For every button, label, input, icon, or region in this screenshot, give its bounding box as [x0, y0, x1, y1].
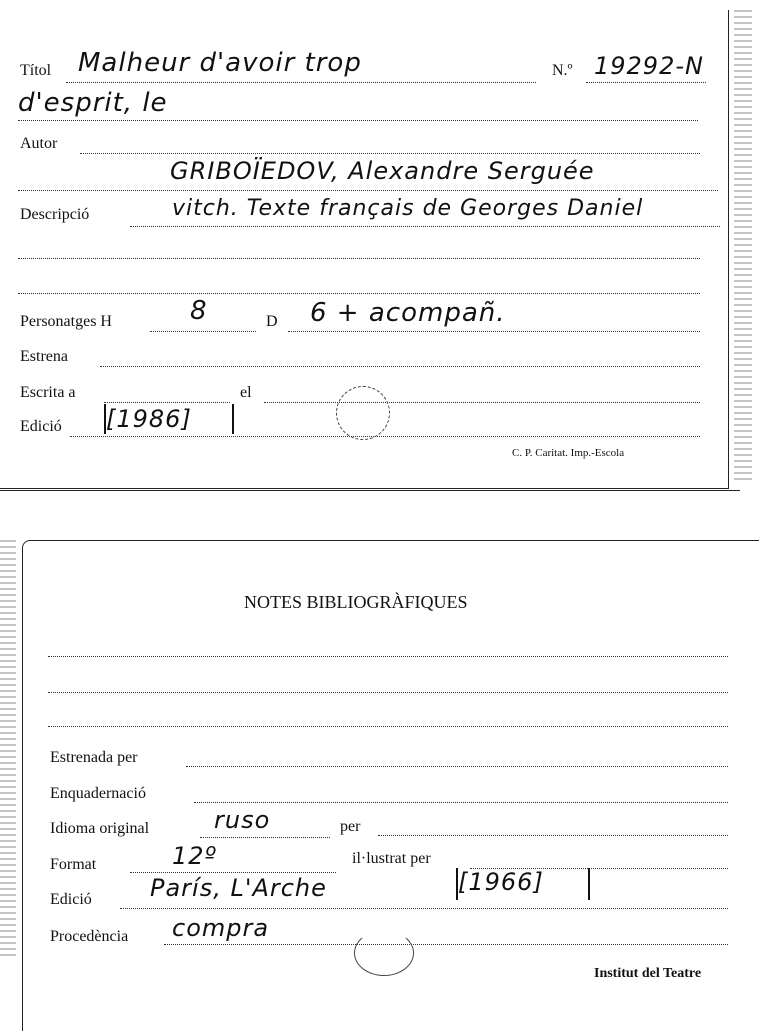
author-value: GRIBOÏEDOV, Alexandre Serguée — [170, 157, 595, 185]
notes-line-2 — [48, 692, 728, 693]
binding-label: Enquadernació — [50, 785, 146, 802]
written-on-label: el — [240, 384, 252, 401]
edition-value: [1986] — [106, 405, 192, 433]
description-label: Descripció — [20, 206, 90, 223]
premiered-by-label: Estrenada per — [50, 749, 138, 766]
edition-label: Edició — [20, 418, 62, 435]
edition-back-label: Edició — [50, 891, 92, 908]
title-value-line2: d'esprit, le — [18, 88, 168, 118]
provenance-label: Procedència — [50, 928, 129, 945]
description-line-3 — [18, 293, 700, 294]
characters-male-line — [150, 331, 256, 332]
title-value-line1: Malheur d'avoir trop — [78, 48, 362, 78]
number-line — [586, 82, 706, 83]
premiered-by-line — [186, 766, 728, 767]
characters-female-value: 6 + acompañ. — [310, 298, 506, 328]
title-label: Títol — [20, 62, 52, 79]
characters-male-label: Personatges H — [20, 313, 112, 330]
number-value: 19292-N — [594, 52, 704, 80]
premiere-line — [100, 366, 700, 367]
notes-heading: NOTES BIBLIOGRÀFIQUES — [244, 592, 468, 612]
format-line — [130, 872, 336, 873]
translated-by-line — [378, 835, 728, 836]
author-line — [80, 153, 700, 154]
stamp-mark-2 — [354, 930, 414, 976]
stamp-mark — [336, 386, 390, 440]
edition-back-line — [120, 908, 728, 909]
characters-female-line — [288, 331, 700, 332]
card-edge-noise-2 — [0, 540, 16, 960]
edition-place-value: París, L'Arche — [150, 874, 327, 902]
characters-female-label: D — [266, 313, 278, 330]
title-line — [66, 82, 536, 83]
card-edge-noise — [734, 10, 752, 480]
translated-by-label: per — [340, 818, 361, 835]
original-language-value: ruso — [214, 806, 271, 834]
original-language-label: Idioma original — [50, 820, 150, 837]
format-label: Format — [50, 856, 97, 873]
edition-year-value: [1966] — [458, 868, 544, 896]
original-language-line — [200, 837, 330, 838]
written-on-line — [264, 402, 700, 403]
institution-name: Institut del Teatre — [594, 966, 702, 981]
number-label: N.º — [552, 62, 573, 79]
edition-line — [70, 436, 700, 437]
card-separator — [0, 490, 740, 491]
description-line — [130, 226, 720, 227]
author-label: Autor — [20, 135, 58, 152]
characters-male-value: 8 — [190, 296, 208, 326]
format-value: 12º — [172, 842, 217, 870]
binding-line — [194, 802, 728, 803]
written-in-label: Escrita a — [20, 384, 76, 401]
provenance-value: compra — [172, 914, 270, 942]
printer-credit: C. P. Caritat. Imp.-Escola — [512, 447, 625, 459]
notes-line-3 — [48, 726, 728, 727]
description-line-2 — [18, 258, 700, 259]
author-line-2 — [18, 190, 718, 191]
notes-line-1 — [48, 656, 728, 657]
illustrated-by-label: il·lustrat per — [352, 850, 431, 867]
provenance-line — [164, 944, 728, 945]
title-line-2 — [18, 120, 698, 121]
premiere-label: Estrena — [20, 348, 68, 365]
description-value: vitch. Texte français de Georges Daniel — [172, 196, 644, 221]
written-in-line — [104, 402, 230, 403]
